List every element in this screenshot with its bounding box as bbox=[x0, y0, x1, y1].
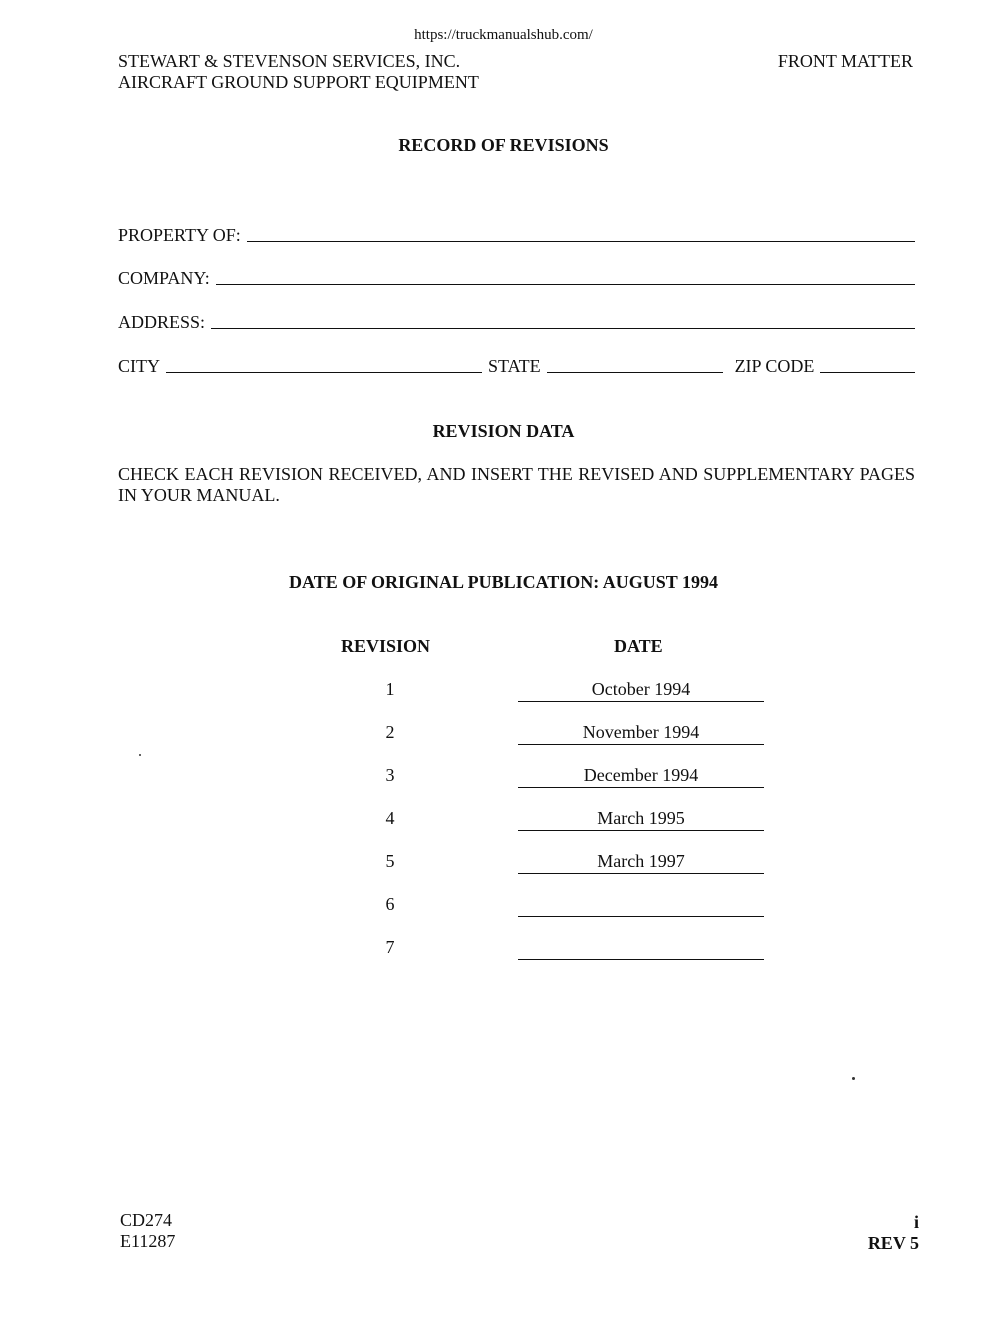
revision-number: 6 bbox=[385, 894, 395, 914]
revision-date[interactable] bbox=[518, 937, 764, 960]
revision-number: 1 bbox=[385, 679, 395, 699]
revision-label: REV 5 bbox=[867, 1233, 919, 1253]
revision-number: 3 bbox=[385, 765, 395, 785]
revision-number: 2 bbox=[385, 722, 395, 742]
revision-date[interactable]: October 1994 bbox=[518, 679, 764, 702]
source-url[interactable]: https://truckmanualshub.com/ bbox=[414, 27, 593, 43]
property-of-field[interactable] bbox=[247, 240, 915, 242]
revision-date[interactable]: March 1997 bbox=[518, 851, 764, 874]
instructions-text: CHECK EACH REVISION RECEIVED, AND INSERT THE REVISED AND SUPPLEMENTARY PAGES IN YOUR MANUAL. bbox=[118, 464, 915, 505]
page-number: i bbox=[913, 1212, 919, 1232]
revision-date[interactable]: December 1994 bbox=[518, 765, 764, 788]
address-row bbox=[118, 311, 915, 333]
table-row bbox=[0, 679, 1007, 703]
section-label: FRONT MATTER bbox=[777, 51, 913, 71]
company-row bbox=[118, 267, 915, 289]
revision-date[interactable]: March 1995 bbox=[518, 808, 764, 831]
state-field[interactable] bbox=[547, 371, 723, 373]
address-field[interactable] bbox=[211, 327, 915, 329]
city-label: CITY bbox=[118, 356, 160, 376]
revision-number: 5 bbox=[385, 851, 395, 871]
revision-column-header: REVISION bbox=[341, 636, 431, 656]
revision-number: 7 bbox=[385, 937, 395, 957]
table-row bbox=[0, 937, 1007, 961]
scan-speck bbox=[852, 1077, 855, 1080]
table-row bbox=[0, 722, 1007, 746]
address-label: ADDRESS: bbox=[118, 312, 206, 332]
company-label: COMPANY: bbox=[118, 268, 210, 288]
record-title: RECORD OF REVISIONS bbox=[398, 135, 609, 155]
zip-code-field[interactable] bbox=[820, 371, 915, 373]
company-name: STEWART & STEVENSON SERVICES, INC. bbox=[118, 51, 461, 71]
property-of-row bbox=[118, 224, 915, 246]
city-state-zip-row bbox=[118, 355, 915, 377]
document-number: E11287 bbox=[120, 1231, 176, 1251]
table-row bbox=[0, 894, 1007, 918]
zip-code-label: ZIP CODE bbox=[734, 356, 815, 376]
company-division: AIRCRAFT GROUND SUPPORT EQUIPMENT bbox=[118, 72, 479, 92]
revision-date[interactable]: November 1994 bbox=[518, 722, 764, 745]
table-row bbox=[0, 851, 1007, 875]
table-row bbox=[0, 765, 1007, 789]
table-row bbox=[0, 808, 1007, 832]
document-code: CD274 bbox=[120, 1210, 173, 1230]
revision-number: 4 bbox=[385, 808, 395, 828]
state-label: STATE bbox=[488, 356, 541, 376]
city-field[interactable] bbox=[166, 371, 482, 373]
scan-speck bbox=[139, 754, 141, 756]
footer-right bbox=[868, 1212, 919, 1254]
original-publication: DATE OF ORIGINAL PUBLICATION: AUGUST 1994 bbox=[289, 572, 718, 592]
company-header bbox=[118, 51, 479, 93]
revision-data-title: REVISION DATA bbox=[432, 421, 575, 441]
date-column-header: DATE bbox=[614, 636, 663, 656]
company-field[interactable] bbox=[216, 283, 915, 285]
revision-date[interactable] bbox=[518, 894, 764, 917]
property-of-label: PROPERTY OF: bbox=[118, 225, 241, 245]
footer-left bbox=[120, 1210, 175, 1252]
